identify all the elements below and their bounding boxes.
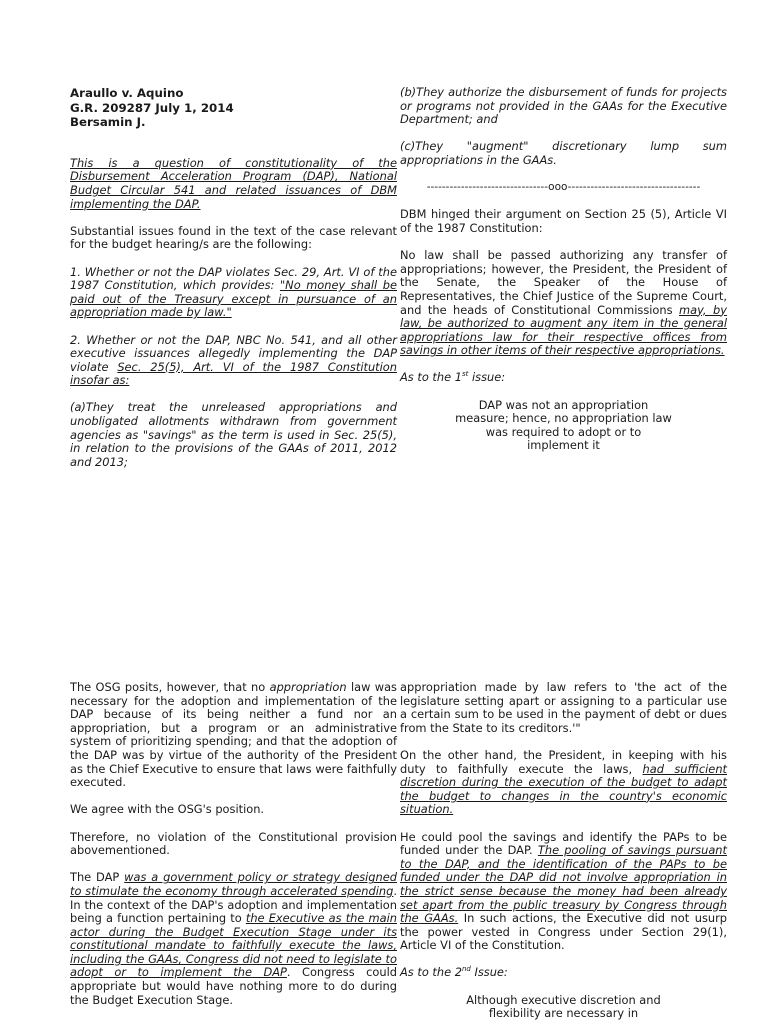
case-number: G.R. 209287 July 1, 2014 <box>70 100 234 115</box>
issue-1-text: 1. Whether or not the DAP violates Sec. 29, Art. VI of the 1987 Constitution, which provides: <box>70 264 397 293</box>
first-issue-suffix: issue: <box>468 370 506 385</box>
first-issue-holding: DAP was not an appropriation measure; hence, no appropriation law was required to adopt or to implement it <box>455 397 672 453</box>
right-column-bottom <box>400 681 727 1034</box>
issue-2-provision: Sec. 25(5), Art. VI of the 1987 Constitution insofar as: <box>70 359 397 388</box>
second-issue-suffix: Issue: <box>470 965 508 980</box>
appropriation-definition: appropriation made by law refers to 'the act of the legislature setting apart or assigning to a particular use a certain sum to be used in the payment of debt or dues from the State to its creditors.'" <box>400 680 727 735</box>
right-column-top <box>400 86 727 467</box>
left-column-bottom <box>70 681 397 1021</box>
case-header <box>70 86 397 130</box>
dap-text-2: . In the context of the DAP's adoption and implementation being a function pertaining to <box>70 883 397 926</box>
dap-underlined-2: the Executive as the main actor during the Budget Execution Stage under its constitutional mandate to faithfully execute the laws, including the GAAs, Congress did not need to legislate to adopt or to implement the DAP <box>70 911 397 980</box>
pooling-text-1: He could pool the savings and identify the PAPs to be funded under the DAP. <box>400 829 727 858</box>
pooling-text-2: In such actions, the Executive did not usurp the power vested in Congress under Section 29(1), Article VI of the Constitution. <box>400 911 728 953</box>
president-underlined: had sufficient discretion during the execution of the budget to adapt the budget to changes in the country's economic situation. <box>400 761 728 817</box>
pooling-underlined: The pooling of savings pursuant to the DAP, and the identification of the PAPs to be funded under the DAP did not involve appropriation in the strict sense because the money had been already set apart from the public treasury by Congress through the GAAs. <box>400 843 727 926</box>
osg-paragraph <box>70 681 397 790</box>
second-issue-holding: Although executive discretion and flexibility are necessary in <box>466 992 661 1021</box>
quote-text: No law shall be passed authorizing any transfer of appropriations; however, the President, the President of the Senate, the Speaker of the House of Representatives, the Chief Justice of the Supreme Court, and the heads of Constitutional Commissions <box>400 248 727 317</box>
first-issue-label: As to the 1 <box>400 370 462 385</box>
issue-2-item-c: (c)They "augment" discretionary lump sum appropriations in the GAAs. <box>400 139 727 167</box>
osg-text-1: The OSG posits, however, that no <box>70 680 270 694</box>
issue-1 <box>70 266 397 320</box>
second-issue-label: As to the 2 <box>400 965 462 980</box>
osg-italic: appropriation <box>269 680 347 694</box>
dap-text-3: . Congress could appropriate but would have nothing more to do during the Budget Execution Stage. <box>70 965 397 1007</box>
dap-paragraph <box>70 871 397 1007</box>
case-ponente: Bersamin J. <box>70 115 146 130</box>
president-paragraph <box>400 749 727 817</box>
issue-2 <box>70 334 397 388</box>
section-separator: --------------------------------ooo----------------------------------- <box>426 181 701 194</box>
agree-paragraph: We agree with the OSG's position. <box>70 802 265 817</box>
pooling-paragraph <box>400 831 727 953</box>
intro-paragraph: This is a question of constitutionality of the Disbursement Acceleration Program (DAP), National Budget Circular 541 and related issuances of DBM implementing the DAP. <box>70 155 397 211</box>
issue-2-item-a: (a)They treat the unreleased appropriations and unobligated allotments withdrawn from government agencies as "savings" as the term is used in Sec. 25(5), in relation to the provisions of the GAAs of 2011, 2012 and 2013; <box>70 400 397 469</box>
dap-text-1: The DAP <box>70 870 125 885</box>
issue-2-item-b: (b)They authorize the disbursement of funds for projects or programs not provided in the GAAs for the Executive Department; and <box>400 85 727 127</box>
dbm-argument: DBM hinged their argument on Section 25 (5), Article VI of the 1987 Constitution: <box>400 207 727 235</box>
issue-1-quote: "No money shall be paid out of the Treasury except in pursuance of an appropriation made by law." <box>70 278 397 320</box>
issues-intro: Substantial issues found in the text of the case relevant for the budget hearing/s are the following: <box>70 223 397 252</box>
case-title: Araullo v. Aquino <box>70 86 184 100</box>
second-issue-sup: nd <box>461 965 471 974</box>
second-issue-heading <box>400 966 727 980</box>
constitution-quote <box>400 249 727 358</box>
therefore-paragraph: Therefore, no violation of the Constitutional provision abovementioned. <box>70 829 397 858</box>
left-column-top <box>70 86 397 483</box>
osg-text-2: law was necessary for the adoption and implementation of the DAP because of its being neither a fund nor an appropriation, but a program or an administrative system of prioritizing spending; and that the adoption of the DAP was by virtue of the authority of the President as the Chief Executive to ensure that laws were faithfully executed. <box>70 680 397 790</box>
quote-underlined: may, by law, be authorized to augment any item in the general appropriations law for their respective offices from savings in other items of their respective appropriations. <box>400 302 727 358</box>
first-issue-sup: st <box>461 370 469 379</box>
first-issue-heading <box>400 371 727 385</box>
president-text: On the other hand, the President, in keeping with his duty to faithfully execute the laws, <box>400 747 727 776</box>
issue-2-text: 2. Whether or not the DAP, NBC No. 541, and all other executive issuances allegedly implementing the DAP violate <box>70 332 397 374</box>
dap-underlined-1: was a government policy or strategy designed to stimulate the economy through accelerated spending <box>70 870 397 898</box>
